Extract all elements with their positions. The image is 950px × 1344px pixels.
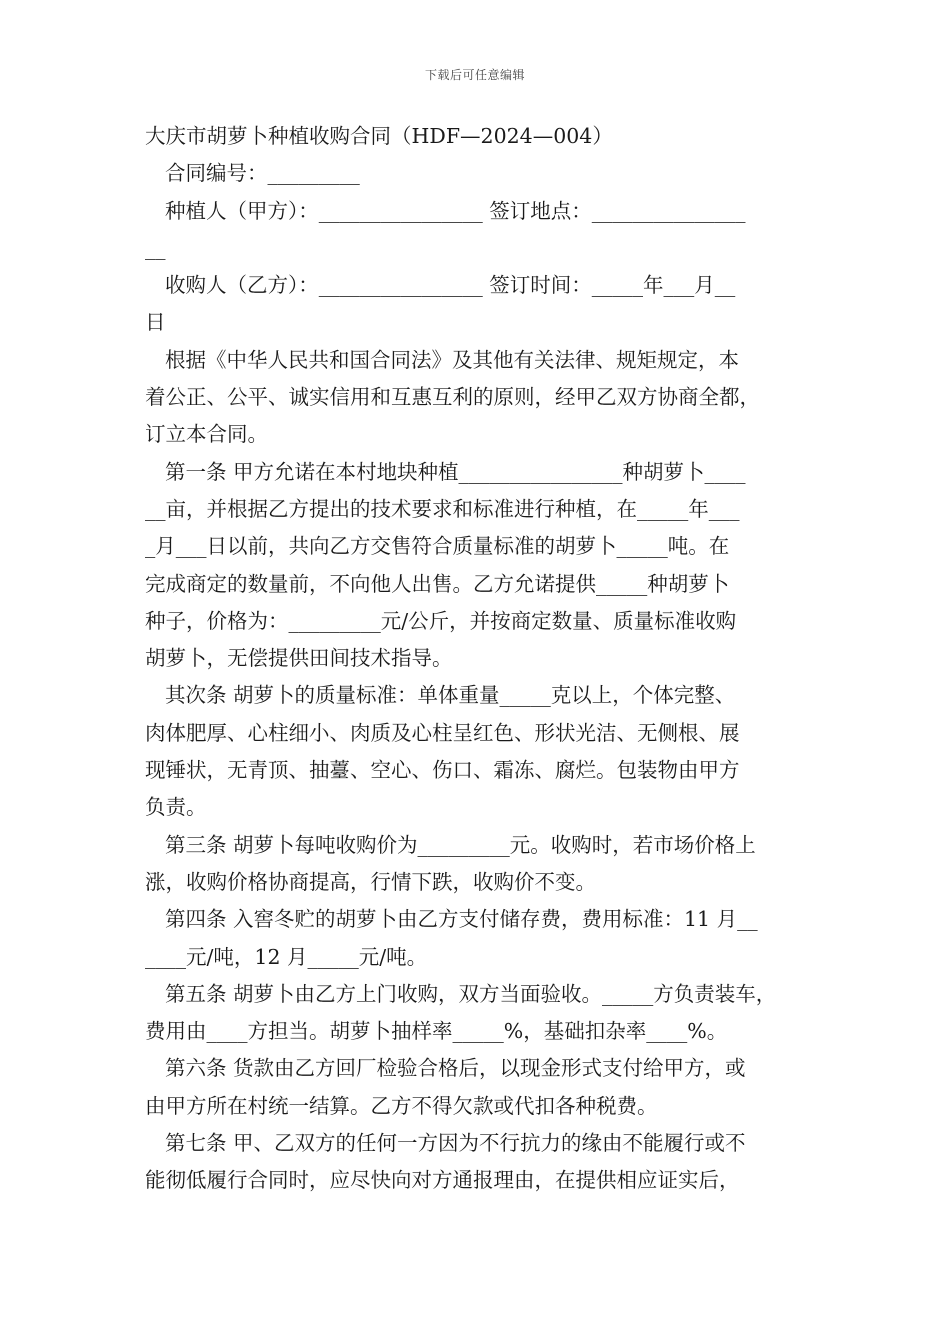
article-2-line-3: 现锤状，无青顶、抽薹、空心、伤口、霜冻、腐烂。包装物由甲方	[145, 758, 740, 783]
preamble-line-2: 着公正、公平、诚实信用和互惠互利的原则，经甲乙双方协商全都，	[145, 385, 760, 410]
article-2-line-4: 负责。	[145, 795, 207, 820]
contract-title: 大庆市胡萝卜种植收购合同（HDF—2024—004）	[145, 124, 613, 148]
watermark-text: 下载后可任意编辑	[424, 68, 525, 82]
article-6-line-2: 由甲方所在村统一结算。乙方不得欠款或代扣各种税费。	[145, 1093, 658, 1118]
article-3-line-1: 第三条 胡萝卜每吨收购价为_________元。收购时，若市场价格上	[165, 832, 756, 857]
article-6-line-1: 第六条 货款由乙方回厂检验合格后，以现金形式支付给甲方，或	[165, 1056, 746, 1081]
preamble-line-3: 订立本合同。	[145, 422, 268, 447]
party-b-line-cont: 日	[145, 310, 166, 335]
article-3-line-2: 涨，收购价格协商提高，行情下跌，收购价不变。	[145, 869, 596, 894]
article-1-line-2: __亩，并根据乙方提出的技术要求和标准进行种植，在_____年___	[145, 496, 740, 521]
article-5-line-2: 费用由____方担当。胡萝卜抽样率_____%，基础扣杂率____%。	[145, 1019, 728, 1044]
article-1-line-1: 第一条 甲方允诺在本村地块种植________________种胡萝卜____	[165, 459, 746, 484]
article-4-line-2: ____元/吨，12 月_____元/吨。	[145, 944, 428, 969]
article-7-line-1: 第七条 甲、乙双方的任何一方因为不行抗力的缘由不能履行或不	[165, 1131, 746, 1156]
contract-number-line: 合同编号：_________	[165, 161, 360, 186]
contract-body	[145, 118, 813, 1200]
article-1-line-6: 胡萝卜，无偿提供田间技术指导。	[145, 646, 453, 671]
article-2-line-2: 肉体肥厚、心柱细小、肉质及心柱呈红色、形状光洁、无侧根、展	[145, 720, 740, 745]
party-a-line: 种植人（甲方）：________________ 签订地点：_______________	[165, 198, 746, 223]
preamble-line-1: 根据《中华人民共和国合同法》及其他有关法律、规矩规定，本	[165, 347, 739, 372]
party-a-line-cont: __	[145, 235, 166, 260]
article-4-line-1: 第四条 入窖冬贮的胡萝卜由乙方支付储存费，费用标准：11 月__	[165, 907, 758, 932]
party-b-line: 收购人（乙方）：________________ 签订时间：_____年___月__	[165, 273, 736, 298]
article-7-line-2: 能彻低履行合同时，应尽快向对方通报理由，在提供相应证实后，	[145, 1168, 740, 1193]
article-5-line-1: 第五条 胡萝卜由乙方上门收购，双方当面验收。_____方负责装车，	[165, 981, 777, 1006]
article-1-line-3: _月___日以前，共向乙方交售符合质量标准的胡萝卜_____吨。在	[145, 534, 730, 559]
article-1-line-5: 种子，价格为：_________元/公斤，并按商定数量、质量标准收购	[145, 608, 737, 633]
article-1-line-4: 完成商定的数量前，不向他人出售。乙方允诺提供_____种胡萝卜	[145, 571, 730, 596]
article-2-line-1: 其次条 胡萝卜的质量标准：单体重量_____克以上，个体完整、	[165, 683, 736, 708]
